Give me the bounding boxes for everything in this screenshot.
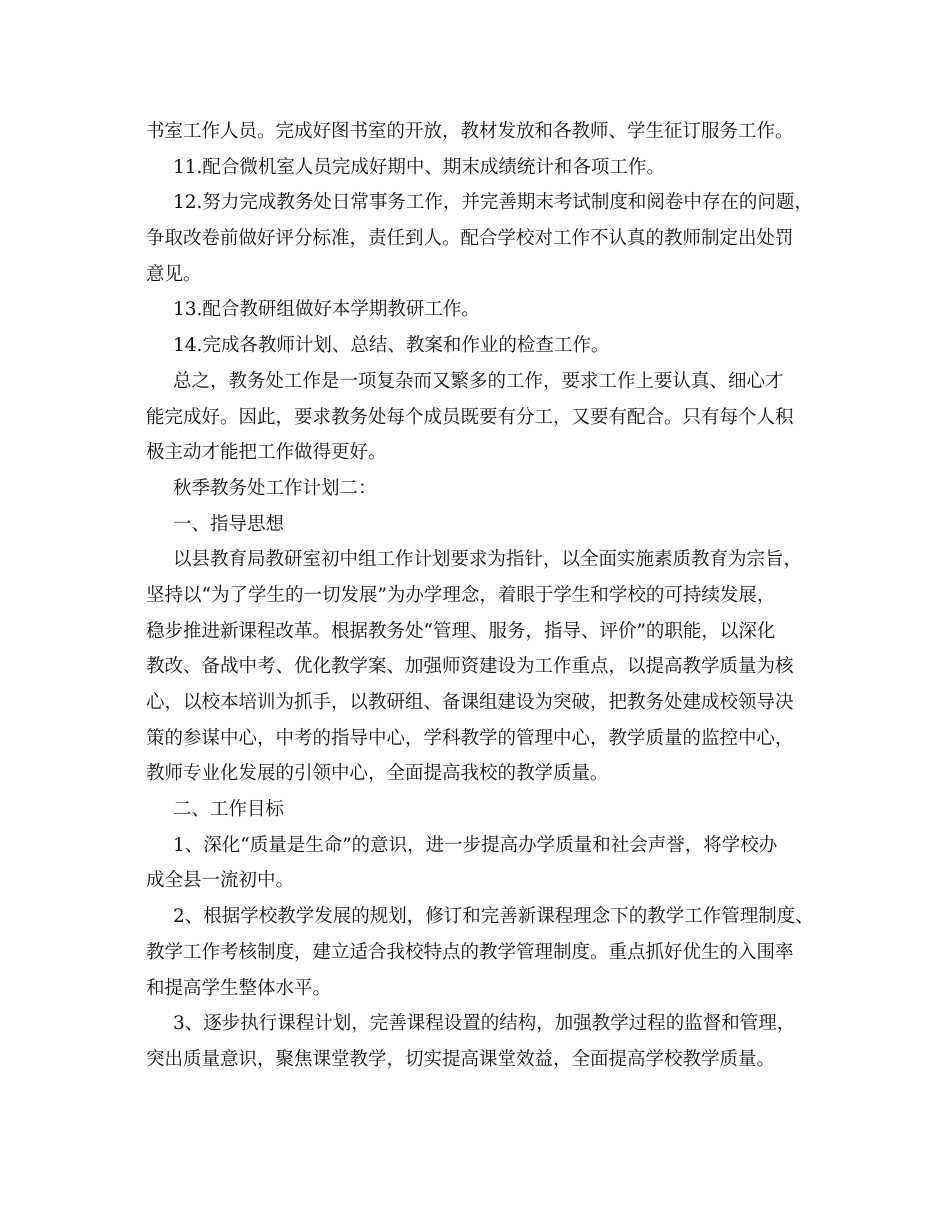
text-line: 稳步推进新课程改革。根据教务处“管理、服务，指导、评价”的职能，以深化 bbox=[146, 620, 776, 642]
text-line: 教师专业化发展的引领中心，全面提高我校的教学质量。 bbox=[146, 763, 609, 785]
text-line: 坚持以“为了学生的一切发展”为办学理念，着眼于学生和学校的可持续发展， bbox=[146, 584, 776, 606]
text-line: 总之，教务处工作是一项复杂而又繁多的工作，要求工作上要认真、细心才 bbox=[173, 370, 784, 392]
text-line: 2、根据学校教学发展的规划，修订和完善新课程理念下的教学工作管理制度、 bbox=[173, 906, 814, 928]
text-line: 和提高学生整体水平。 bbox=[146, 977, 332, 999]
text-line: 教改、备战中考、优化教学案、加强师资建设为工作重点，以提高教学质量为核 bbox=[146, 656, 794, 678]
text-line: 极主动才能把工作做得更好。 bbox=[146, 442, 387, 464]
text-line: 以县教育局教研室初中组工作计划要求为指针，以全面实施素质教育为宗旨， bbox=[173, 549, 803, 571]
text-line: 意见。 bbox=[146, 263, 202, 285]
section-heading: 一、指导思想 bbox=[173, 513, 285, 535]
text-line: 11.配合微机室人员完成好期中、期末成绩统计和各项工作。 bbox=[173, 156, 665, 178]
text-line: 争取改卷前做好评分标准，责任到人。配合学校对工作不认真的教师制定出处罚 bbox=[146, 228, 794, 250]
text-line: 13.配合教研组做好本学期教研工作。 bbox=[173, 299, 480, 321]
text-line: 成全县一流初中。 bbox=[146, 870, 295, 892]
text-line: 突出质量意识，聚焦课堂教学，切实提高课堂效益，全面提高学校教学质量。 bbox=[146, 1048, 776, 1070]
text-line: 14.完成各教师计划、总结、教案和作业的检查工作。 bbox=[173, 335, 610, 357]
text-line: 教学工作考核制度，建立适合我校特点的教学管理制度。重点抓好优生的入围率 bbox=[146, 941, 794, 963]
text-line: 书室工作人员。完成好图书室的开放，教材发放和各教师、学生征订服务工作。 bbox=[146, 121, 794, 142]
section-title: 秋季教务处工作计划二： bbox=[173, 477, 377, 499]
text-line: 12.努力完成教务处日常事务工作，并完善期末考试制度和阅卷中存在的问题， bbox=[173, 192, 813, 214]
text-line: 3、逐步执行课程计划，完善课程设置的结构，加强教学过程的监督和管理， bbox=[173, 1013, 796, 1035]
text-line: 1、深化“质量是生命”的意识，进一步提高办学质量和社会声誉，将学校办 bbox=[173, 834, 778, 856]
section-heading: 二、工作目标 bbox=[173, 799, 285, 821]
text-line: 能完成好。因此，要求教务处每个成员既要有分工，又要有配合。只有每个人积 bbox=[146, 406, 794, 428]
text-line: 心，以校本培训为抓手，以教研组、备课组建设为突破，把教务处建成校领导决 bbox=[146, 692, 794, 713]
text-line: 策的参谋中心，中考的指导中心，学科教学的管理中心，教学质量的监控中心， bbox=[146, 727, 794, 749]
document-body bbox=[146, 114, 836, 1078]
